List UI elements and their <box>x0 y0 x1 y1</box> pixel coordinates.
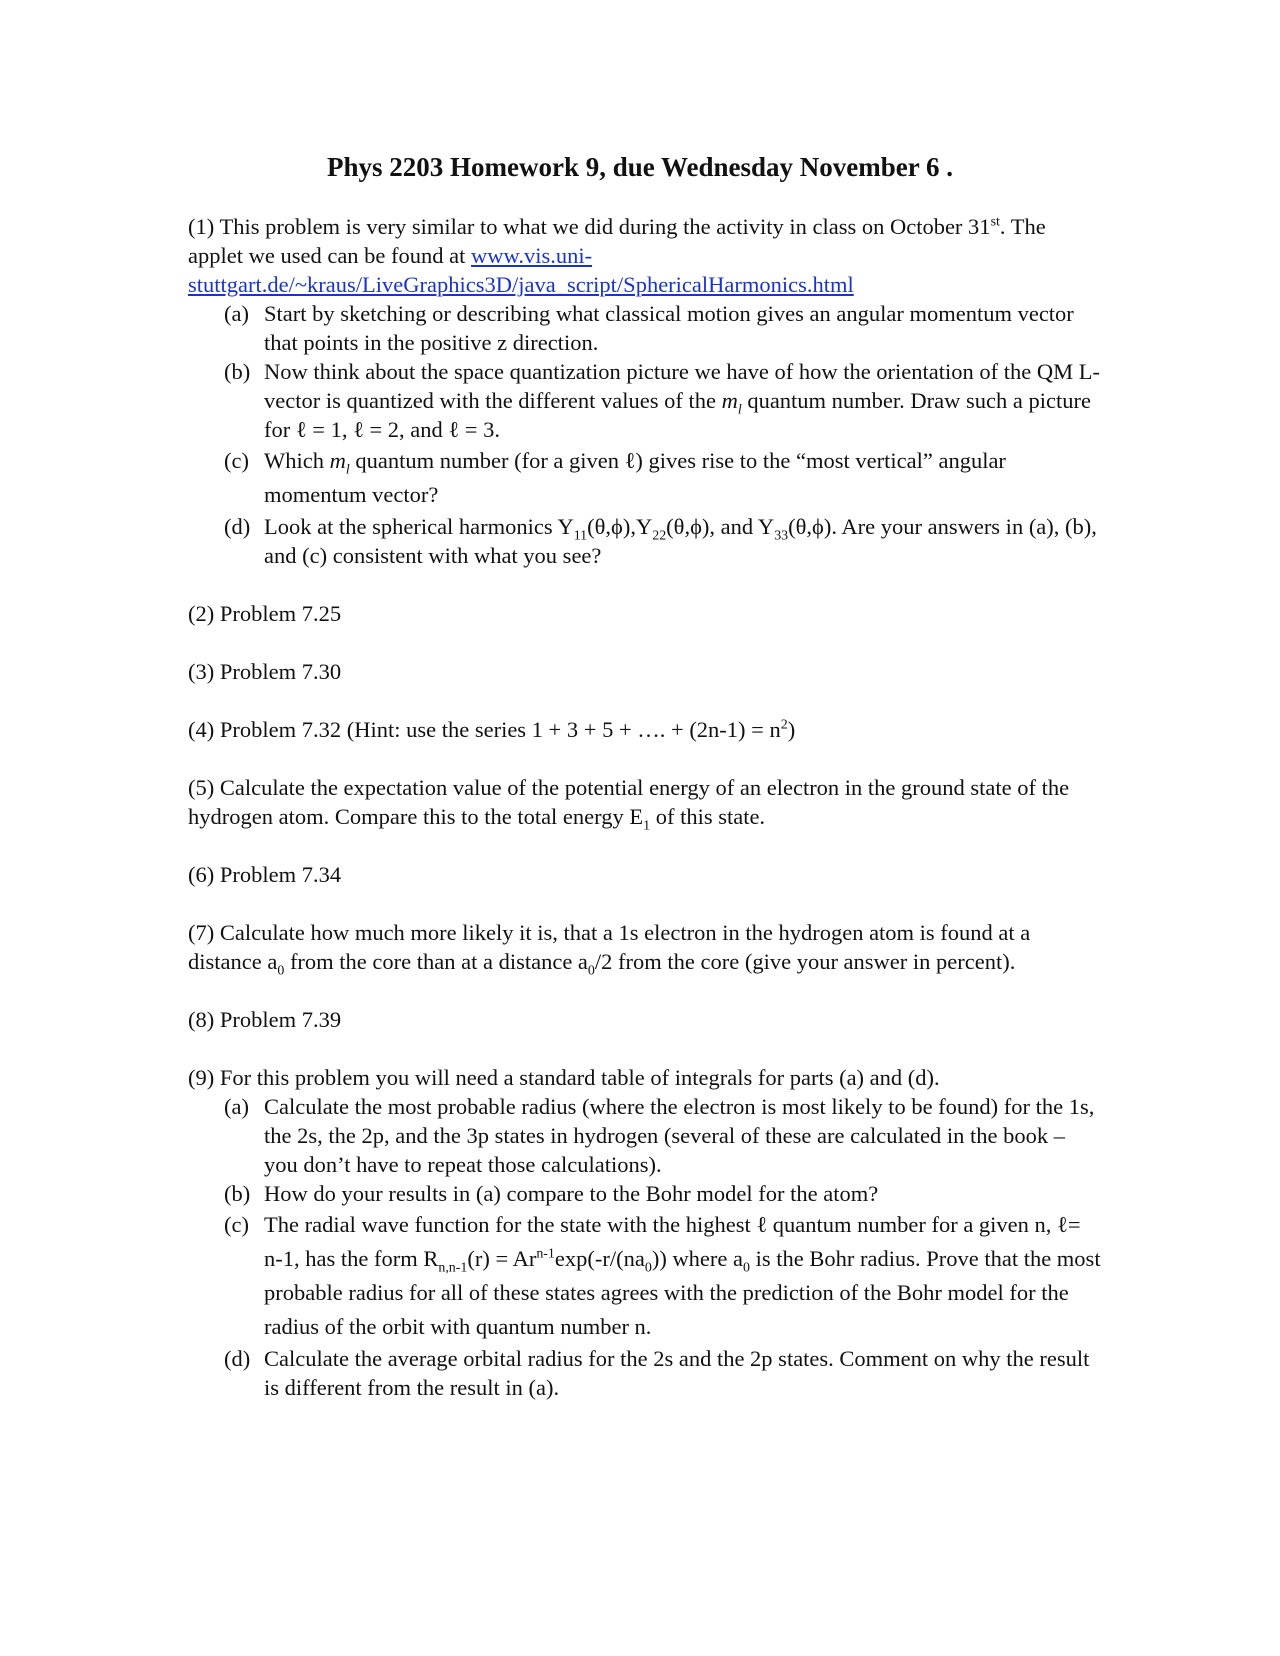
problem-1-part-c: (c) Which $m_l$ quantum number (for a given ℓ) gives rise to the “most vertical” angular momentum vector? <box>224 448 1006 507</box>
problem-list <box>188 212 1103 1402</box>
problem-9-part-d: (d) Calculate the average orbital radius for the 2s and the 2p states. Comment on why the result is different from the result in (a). <box>224 1346 1090 1400</box>
problem-7: (7) Calculate how much more likely it is, that a 1s electron in the hydrogen atom is found at a distance $a_0$ from the core than at a distance $a_0/2$ from the core (give your answer in percent). <box>188 920 1031 979</box>
problem-9-part-b: (b) How do your results in (a) compare to the Bohr model for the atom? <box>224 1181 879 1206</box>
problem-2: (2) Problem 7.25 <box>188 601 342 626</box>
problem-1-part-d: (d) Look at the spherical harmonics $Y_{11}(\theta,\phi),Y_{22}(\theta,\phi)$, and $Y_{33}(\theta,\phi)$. Are your answers in (a), (b), and (c) consistent with what you see? <box>224 514 1097 568</box>
problem-3: (3) Problem 7.30 <box>188 659 342 684</box>
problem-6: (6) Problem 7.34 <box>188 862 342 887</box>
problem-9-part-a: (a) Calculate the most probable radius (where the electron is most likely to be found) for the 1s, the 2s, the 2p, and the 3p states in hydrogen (several of these are calculated in the book – you don’t have to repeat those calculations). <box>224 1094 1095 1177</box>
problem-4: (4) Problem 7.32 (Hint: use the series 1 + 3 + 5 + …. + $(2n-1) = n^2$) <box>188 717 796 742</box>
problem-1-part-a: (a) Start by sketching or describing what classical motion gives an angular momentum vector that points in the positive z direction. <box>224 301 1074 355</box>
problem-5: (5) Calculate the expectation value of the potential energy of an electron in the ground state of the hydrogen atom. Compare this to the total energy $E_1$ of this state. <box>188 775 1070 834</box>
page-title: Phys 2203 Homework 9, due Wednesday November 6 . <box>326 152 954 182</box>
applet-link[interactable]: www.vis.uni- stuttgart.de/~kraus/LiveGraphics3D/java_script/SphericalHarmonics.html <box>188 243 854 297</box>
problem-9-part-c: (c) The radial wave function for the state with the highest ℓ quantum number for a given n, ℓ= n-1, has the form $R_{n,n-1}(r) = Ar^{n-1}\exp(-r/(na_0))$ where $a_0$ is the Bohr radius. Prove that the most probable radius for all of these states agrees with the prediction of the Bohr model for the radius of the orbit with quantum number n. <box>224 1212 1101 1339</box>
problem-9-intro: (9) For this problem you will need a standard table of integrals for parts (a) and (d). <box>188 1065 940 1090</box>
problem-1-intro: (1) This problem is very similar to what we did during the activity in class on October 31st. The applet we used can be found at www.vis.uni- stuttgart.de/~kraus/LiveGraphics3D/java_script/SphericalHarmonics.html <box>188 214 1046 297</box>
problem-1-part-b: (b) Now think about the space quantization picture we have of how the orientation of the QM L-vector is quantized with the different values of the $m_l$ quantum number. Draw such a picture for ℓ = 1, ℓ = 2, and ℓ = 3. <box>224 359 1101 442</box>
problem-8: (8) Problem 7.39 <box>188 1007 342 1032</box>
